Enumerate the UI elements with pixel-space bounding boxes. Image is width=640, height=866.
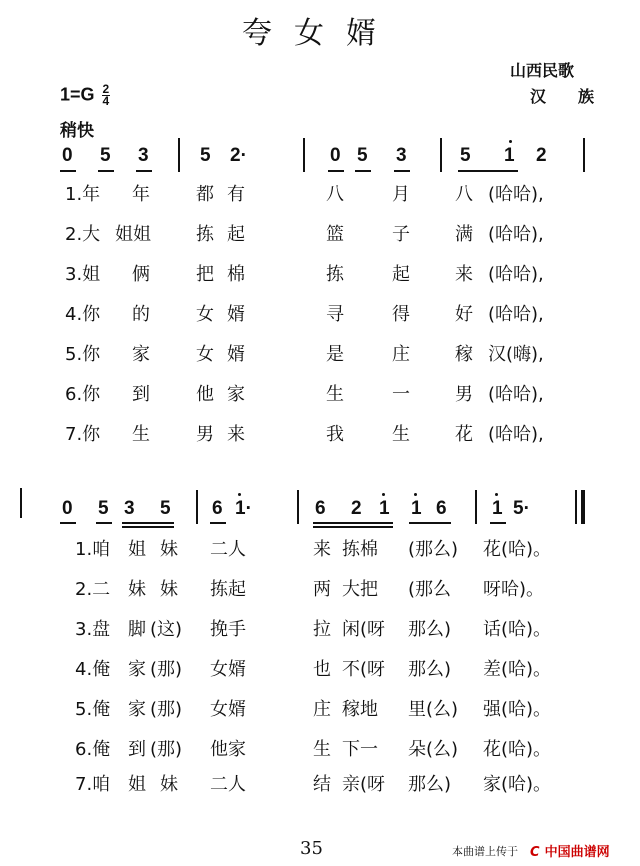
lyric: 都 [196, 184, 214, 205]
note: 5 [98, 498, 109, 519]
lyric: 花 [455, 424, 473, 445]
lyric: 下一 [342, 739, 378, 760]
final-bar-thin [575, 490, 577, 524]
lyric: 那么) [408, 774, 452, 795]
lyric: 生 [392, 424, 410, 445]
note: 1 [504, 145, 515, 166]
lyric: 家 [128, 699, 146, 720]
high-octave-dot [238, 493, 241, 496]
high-octave-dot [414, 493, 417, 496]
eighth-beam [98, 170, 114, 172]
eighth-beam [122, 522, 174, 524]
lyric: 姐 [128, 539, 146, 560]
lyric: 花(哈)。 [483, 739, 552, 760]
note: 6 [212, 498, 223, 519]
lyric: 姐姐 [115, 224, 151, 245]
note: 1· [235, 498, 252, 519]
lyric: 里(么) [408, 699, 459, 720]
lyric: 2.大 [65, 224, 101, 245]
lyric: 月 [392, 184, 410, 205]
lyric: 我 [326, 424, 344, 445]
lyric: 起 [227, 224, 245, 245]
final-bar-thick [581, 490, 585, 524]
lyric: 拉 [313, 619, 331, 640]
lyric: 两 [313, 579, 331, 600]
ethnicity-label: 汉 族 [530, 87, 603, 106]
eighth-beam [490, 522, 506, 524]
source-label: 山西民歌 [510, 61, 575, 80]
note: 5· [513, 498, 530, 519]
lyric: 生 [326, 384, 344, 405]
site-logo-text: 中国曲谱网 [544, 845, 610, 860]
time-signature [102, 84, 111, 107]
eighth-beam [210, 522, 226, 524]
high-octave-dot [495, 493, 498, 496]
lyric: 来 [455, 264, 473, 285]
sixteenth-beam [313, 526, 393, 528]
site-logo[interactable] [530, 841, 610, 860]
lyric: 结 [313, 774, 331, 795]
note: 6 [436, 498, 447, 519]
eighth-beam [355, 170, 371, 172]
lyric: 5.你 [65, 344, 101, 365]
eighth-beam [313, 522, 393, 524]
lyric: 好 [455, 304, 473, 325]
lyric: 家 [227, 384, 245, 405]
lyric: (哈哈), [488, 264, 544, 285]
lyric: 妹 [160, 539, 178, 560]
lyric: 6.你 [65, 384, 101, 405]
lyric: (那么) [408, 539, 459, 560]
lyric: 脚 [128, 619, 146, 640]
note: 3 [124, 498, 135, 519]
lyric: 挽手 [210, 619, 246, 640]
lyric: (哈哈), [488, 304, 544, 325]
lyric: 闲(呀 [342, 619, 386, 640]
lyric: 男 [455, 384, 473, 405]
lyric: 花(哈)。 [483, 539, 552, 560]
lyric: 到 [132, 384, 150, 405]
note: 2 [351, 498, 362, 519]
page-number: 35 [300, 838, 323, 859]
lyric: 一 [392, 384, 410, 405]
eighth-beam [394, 170, 410, 172]
lyric: 得 [392, 304, 410, 325]
lyric: 起 [392, 264, 410, 285]
lyric: 妹 [128, 579, 146, 600]
note: 0 [330, 145, 341, 166]
lyric: 生 [313, 739, 331, 760]
lyric: 棉 [227, 264, 245, 285]
lyric: 朵(么) [408, 739, 459, 760]
eighth-beam [60, 170, 76, 172]
lyric: (那) [150, 739, 183, 760]
lyric: 拣 [196, 224, 214, 245]
lyric: 不(呀 [342, 659, 386, 680]
lyric: 生 [132, 424, 150, 445]
lyric: 二人 [210, 539, 246, 560]
lyric: 八 [326, 184, 344, 205]
lyric: 女 [196, 344, 214, 365]
footer-upload-text: 本曲谱上传于 [452, 845, 518, 858]
lyric: 拣起 [210, 579, 246, 600]
lyric: 女婿 [210, 699, 246, 720]
lyric: (这) [150, 619, 183, 640]
lyric: 那么) [408, 659, 452, 680]
lyric: 庄 [313, 699, 331, 720]
lyric: 家 [128, 659, 146, 680]
lyric: 5.俺 [75, 699, 111, 720]
note: 6 [315, 498, 326, 519]
lyric: 妹 [160, 579, 178, 600]
note: 5 [160, 498, 171, 519]
lyric: 强(哈)。 [483, 699, 552, 720]
note: 5 [357, 145, 368, 166]
lyric: 来 [313, 539, 331, 560]
note: 2 [536, 145, 547, 166]
eighth-beam [136, 170, 152, 172]
lyric: 年 [132, 184, 150, 205]
eighth-beam [96, 522, 112, 524]
logo-mark-icon: C [530, 845, 540, 860]
bar-line [196, 490, 198, 524]
lyric: 亲(呀 [342, 774, 386, 795]
note: 3 [396, 145, 407, 166]
tempo-marking: 稍快 [60, 121, 94, 141]
lyric: (哈哈), [488, 224, 544, 245]
bar-line [303, 138, 305, 172]
lyric: 来 [227, 424, 245, 445]
note: 1 [379, 498, 390, 519]
high-octave-dot [382, 493, 385, 496]
bar-line [475, 490, 477, 524]
lyric: 婿 [227, 344, 245, 365]
lyric: 有 [227, 184, 245, 205]
lyric: 女婿 [210, 659, 246, 680]
note: 1 [492, 498, 503, 519]
lyric: 2.二 [75, 579, 111, 600]
note: 3 [138, 145, 149, 166]
lyric: 八 [455, 184, 473, 205]
lyric: (哈哈), [488, 384, 544, 405]
lyric: 汉(嗨), [488, 344, 544, 365]
lyric: 拣 [326, 264, 344, 285]
lyric: 他家 [210, 739, 246, 760]
lyric: 稼地 [342, 699, 378, 720]
lyric: 婿 [227, 304, 245, 325]
lyric: 6.俺 [75, 739, 111, 760]
lyric: 他 [196, 384, 214, 405]
lyric: 满 [455, 224, 473, 245]
lyric: 子 [392, 224, 410, 245]
lyric: 1.年 [65, 184, 101, 205]
high-octave-dot [509, 140, 512, 143]
lyric: 4.你 [65, 304, 101, 325]
note: 1 [411, 498, 422, 519]
lyric: 二人 [210, 774, 246, 795]
bar-line [178, 138, 180, 172]
lyric: 寻 [326, 304, 344, 325]
eighth-beam [409, 522, 451, 524]
lyric: 1.咱 [75, 539, 111, 560]
eighth-beam [60, 522, 76, 524]
bar-line [583, 138, 585, 172]
lyric: 呀哈)。 [483, 579, 545, 600]
lyric: (哈哈), [488, 184, 544, 205]
lyric: (那) [150, 699, 183, 720]
lyric: (那) [150, 659, 183, 680]
lyric: 那么) [408, 619, 452, 640]
sixteenth-beam [122, 526, 174, 528]
lyric: 到 [128, 739, 146, 760]
lyric: 也 [313, 659, 331, 680]
lyric: 俩 [132, 264, 150, 285]
lyric: 妹 [160, 774, 178, 795]
lyric: 男 [196, 424, 214, 445]
bar-line [297, 490, 299, 524]
lyric: 女 [196, 304, 214, 325]
lyric: 大把 [342, 579, 378, 600]
note: 0 [62, 145, 73, 166]
time-denominator: 4 [102, 94, 110, 108]
lyric: 是 [326, 344, 344, 365]
lyric: 差(哈)。 [483, 659, 552, 680]
lyric: 话(哈)。 [483, 619, 552, 640]
system-start-line [20, 488, 22, 518]
lyric: 的 [132, 304, 150, 325]
lyric: (哈哈), [488, 424, 544, 445]
note: 0 [62, 498, 73, 519]
lyric: 篮 [326, 224, 344, 245]
note: 5 [100, 145, 111, 166]
note: 5 [200, 145, 211, 166]
lyric: 7.你 [65, 424, 101, 445]
bar-line [440, 138, 442, 172]
lyric: 3.姐 [65, 264, 101, 285]
lyric: (那么 [408, 579, 452, 600]
lyric: 姐 [128, 774, 146, 795]
lyric: 拣棉 [342, 539, 378, 560]
lyric: 家(哈)。 [483, 774, 552, 795]
lyric: 7.咱 [75, 774, 111, 795]
eighth-beam [328, 170, 344, 172]
lyric: 庄 [392, 344, 410, 365]
lyric: 把 [196, 264, 214, 285]
note: 5 [460, 145, 471, 166]
lyric: 家 [132, 344, 150, 365]
key-signature [60, 84, 110, 107]
lyric: 稼 [455, 344, 473, 365]
lyric: 3.盘 [75, 619, 111, 640]
key-label: 1=G [60, 84, 95, 105]
lyric: 4.俺 [75, 659, 111, 680]
song-title: 夸女婿 [242, 16, 398, 51]
eighth-beam [458, 170, 518, 172]
time-numerator: 2 [102, 82, 110, 96]
note: 2· [230, 145, 247, 166]
